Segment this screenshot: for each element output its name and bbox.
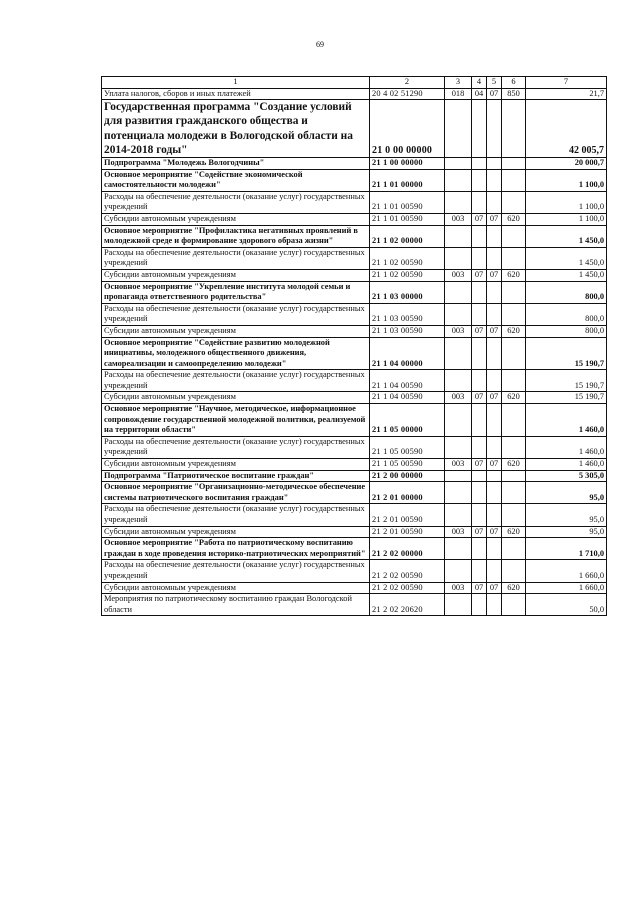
row-name-cell: Основное мероприятие "Научное, методическое, информационное сопровождение государственной молодежной политики, реализуемой на территории области": [102, 404, 370, 437]
row-code-cell: 21 1 03 00590: [370, 325, 445, 337]
row-section-cell: [472, 560, 487, 582]
row-amount-cell: 1 100,0: [526, 213, 607, 225]
row-ministry-cell: [445, 436, 472, 458]
row-amount-cell: 1 450,0: [526, 225, 607, 247]
row-subsection-cell: [487, 538, 502, 560]
row-ministry-cell: [445, 191, 472, 213]
row-code-cell: 21 2 01 00000: [370, 482, 445, 504]
row-amount-cell: 800,0: [526, 281, 607, 303]
row-subsection-cell: [487, 404, 502, 437]
table-row: [102, 370, 607, 392]
budget-table-body: [102, 77, 607, 616]
table-row: [102, 100, 607, 158]
row-name-cell: Расходы на обеспечение деятельности (оказание услуг) государственных учреждений: [102, 370, 370, 392]
row-expense-type-cell: [502, 560, 526, 582]
row-amount-cell: 95,0: [526, 504, 607, 526]
table-row: [102, 337, 607, 370]
row-ministry-cell: [445, 560, 472, 582]
row-ministry-cell: [445, 225, 472, 247]
row-subsection-cell: [487, 100, 502, 158]
row-name-cell: Подпрограмма "Патриотическое воспитание граждан": [102, 470, 370, 482]
row-subsection-cell: 07: [487, 526, 502, 538]
table-row: [102, 436, 607, 458]
row-code-cell: 21 2 02 00000: [370, 538, 445, 560]
row-name-cell: Расходы на обеспечение деятельности (оказание услуг) государственных учреждений: [102, 303, 370, 325]
row-section-cell: [472, 538, 487, 560]
row-section-cell: 07: [472, 269, 487, 281]
row-amount-cell: 1 660,0: [526, 560, 607, 582]
row-ministry-cell: 003: [445, 459, 472, 471]
row-name-cell: Расходы на обеспечение деятельности (оказание услуг) государственных учреждений: [102, 191, 370, 213]
row-ministry-cell: [445, 370, 472, 392]
table-row: [102, 158, 607, 170]
row-expense-type-cell: 620: [502, 269, 526, 281]
row-section-cell: 04: [472, 88, 487, 100]
row-subsection-cell: [487, 225, 502, 247]
row-subsection-cell: [487, 504, 502, 526]
row-code-cell: 21 2 01 00590: [370, 526, 445, 538]
table-row: [102, 88, 607, 100]
row-code-cell: 21 1 04 00000: [370, 337, 445, 370]
row-expense-type-cell: 850: [502, 88, 526, 100]
row-code-cell: 21 1 02 00590: [370, 247, 445, 269]
row-amount-cell: 1 460,0: [526, 404, 607, 437]
row-expense-type-cell: [502, 594, 526, 616]
row-subsection-cell: 07: [487, 325, 502, 337]
row-name-cell: Мероприятия по патриотическому воспитанию граждан Вологодской области: [102, 594, 370, 616]
header-cell-ministry: 3: [445, 77, 472, 89]
row-subsection-cell: [487, 594, 502, 616]
row-ministry-cell: 003: [445, 269, 472, 281]
row-expense-type-cell: [502, 281, 526, 303]
row-amount-cell: 1 450,0: [526, 247, 607, 269]
table-row: [102, 538, 607, 560]
row-ministry-cell: [445, 337, 472, 370]
header-cell-subsection: 5: [487, 77, 502, 89]
row-amount-cell: 42 005,7: [526, 100, 607, 158]
table-row: [102, 470, 607, 482]
row-expense-type-cell: [502, 470, 526, 482]
row-ministry-cell: 003: [445, 213, 472, 225]
row-amount-cell: 1 450,0: [526, 269, 607, 281]
row-subsection-cell: [487, 436, 502, 458]
table-row: [102, 247, 607, 269]
row-subsection-cell: [487, 470, 502, 482]
row-subsection-cell: [487, 303, 502, 325]
row-name-cell: Подпрограмма "Молодежь Вологодчины": [102, 158, 370, 170]
row-subsection-cell: 07: [487, 213, 502, 225]
row-code-cell: 21 2 00 00000: [370, 470, 445, 482]
row-section-cell: [472, 436, 487, 458]
row-code-cell: 21 1 05 00590: [370, 459, 445, 471]
row-name-cell: Расходы на обеспечение деятельности (оказание услуг) государственных учреждений: [102, 247, 370, 269]
row-amount-cell: 50,0: [526, 594, 607, 616]
row-name-cell: Государственная программа "Создание условий для развития гражданского общества и потенциала молодежи в Вологодской области на 2014-2018 годы": [102, 100, 370, 158]
row-expense-type-cell: [502, 247, 526, 269]
row-ministry-cell: 003: [445, 582, 472, 594]
row-amount-cell: 800,0: [526, 325, 607, 337]
row-amount-cell: 21,7: [526, 88, 607, 100]
row-ministry-cell: 003: [445, 325, 472, 337]
row-name-cell: Расходы на обеспечение деятельности (оказание услуг) государственных учреждений: [102, 560, 370, 582]
row-subsection-cell: 07: [487, 392, 502, 404]
table-row: [102, 526, 607, 538]
row-ministry-cell: 003: [445, 392, 472, 404]
row-expense-type-cell: [502, 436, 526, 458]
row-expense-type-cell: [502, 404, 526, 437]
row-subsection-cell: [487, 169, 502, 191]
table-row: [102, 303, 607, 325]
row-name-cell: Субсидии автономным учреждениям: [102, 325, 370, 337]
row-section-cell: 07: [472, 392, 487, 404]
row-code-cell: 21 2 01 00590: [370, 504, 445, 526]
row-amount-cell: 1 710,0: [526, 538, 607, 560]
row-name-cell: Расходы на обеспечение деятельности (оказание услуг) государственных учреждений: [102, 504, 370, 526]
table-row: [102, 504, 607, 526]
row-name-cell: Основное мероприятие "Укрепление института молодой семьи и пропаганда ответственного родительства": [102, 281, 370, 303]
row-expense-type-cell: [502, 538, 526, 560]
row-section-cell: [472, 247, 487, 269]
table-row: [102, 213, 607, 225]
table-row: [102, 392, 607, 404]
row-section-cell: [472, 504, 487, 526]
header-cell-amount: 7: [526, 77, 607, 89]
row-expense-type-cell: 620: [502, 582, 526, 594]
row-amount-cell: 800,0: [526, 303, 607, 325]
row-section-cell: [472, 281, 487, 303]
row-expense-type-cell: [502, 303, 526, 325]
table-row: [102, 459, 607, 471]
row-expense-type-cell: 620: [502, 213, 526, 225]
row-code-cell: 21 1 05 00000: [370, 404, 445, 437]
row-amount-cell: 1 100,0: [526, 191, 607, 213]
row-code-cell: 20 4 02 51290: [370, 88, 445, 100]
row-amount-cell: 15 190,7: [526, 370, 607, 392]
row-name-cell: Основное мероприятие "Организационно-методическое обеспечение системы патриотического воспитания граждан": [102, 482, 370, 504]
row-expense-type-cell: [502, 191, 526, 213]
row-expense-type-cell: [502, 370, 526, 392]
row-name-cell: Субсидии автономным учреждениям: [102, 269, 370, 281]
row-code-cell: 21 2 02 00590: [370, 560, 445, 582]
row-subsection-cell: 07: [487, 269, 502, 281]
row-name-cell: Субсидии автономным учреждениям: [102, 459, 370, 471]
row-amount-cell: 20 000,7: [526, 158, 607, 170]
row-code-cell: 21 2 02 20620: [370, 594, 445, 616]
row-name-cell: Основное мероприятие "Работа по патриотическому воспитанию граждан в ходе проведения историко-патриотических мероприятий": [102, 538, 370, 560]
row-amount-cell: 5 305,0: [526, 470, 607, 482]
row-section-cell: [472, 337, 487, 370]
table-row: [102, 404, 607, 437]
header-cell-expense-type: 6: [502, 77, 526, 89]
row-expense-type-cell: [502, 225, 526, 247]
row-expense-type-cell: [502, 169, 526, 191]
row-name-cell: Основное мероприятие "Содействие экономической самостоятельности молодежи": [102, 169, 370, 191]
row-ministry-cell: [445, 594, 472, 616]
row-name-cell: Уплата налогов, сборов и иных платежей: [102, 88, 370, 100]
row-name-cell: Основное мероприятие "Содействие развитию молодежной инициативы, молодежного общественного движения, самореализации и самоопределению молодежи": [102, 337, 370, 370]
page-number: 69: [316, 40, 324, 49]
row-subsection-cell: 07: [487, 88, 502, 100]
row-subsection-cell: [487, 482, 502, 504]
row-name-cell: Субсидии автономным учреждениям: [102, 213, 370, 225]
row-section-cell: [472, 225, 487, 247]
row-name-cell: Субсидии автономным учреждениям: [102, 392, 370, 404]
header-cell-section: 4: [472, 77, 487, 89]
row-section-cell: [472, 191, 487, 213]
row-expense-type-cell: [502, 158, 526, 170]
table-row: [102, 594, 607, 616]
row-code-cell: 21 1 00 00000: [370, 158, 445, 170]
row-ministry-cell: [445, 100, 472, 158]
row-code-cell: 21 1 04 00590: [370, 370, 445, 392]
row-expense-type-cell: 620: [502, 459, 526, 471]
table-row: [102, 191, 607, 213]
row-ministry-cell: [445, 504, 472, 526]
row-code-cell: 21 1 02 00590: [370, 269, 445, 281]
table-row: [102, 325, 607, 337]
row-ministry-cell: [445, 404, 472, 437]
row-amount-cell: 15 190,7: [526, 392, 607, 404]
table-row: [102, 560, 607, 582]
row-ministry-cell: [445, 281, 472, 303]
row-amount-cell: 1 460,0: [526, 459, 607, 471]
row-ministry-cell: [445, 247, 472, 269]
row-name-cell: Расходы на обеспечение деятельности (оказание услуг) государственных учреждений: [102, 436, 370, 458]
row-expense-type-cell: [502, 482, 526, 504]
row-code-cell: 21 1 01 00590: [370, 213, 445, 225]
row-ministry-cell: 018: [445, 88, 472, 100]
row-subsection-cell: [487, 370, 502, 392]
row-expense-type-cell: 620: [502, 392, 526, 404]
row-code-cell: 21 2 02 00590: [370, 582, 445, 594]
row-expense-type-cell: [502, 100, 526, 158]
header-cell-name: 1: [102, 77, 370, 89]
row-expense-type-cell: [502, 504, 526, 526]
row-subsection-cell: [487, 158, 502, 170]
row-section-cell: [472, 303, 487, 325]
row-ministry-cell: [445, 470, 472, 482]
row-ministry-cell: [445, 538, 472, 560]
budget-table: [101, 76, 607, 616]
row-code-cell: 21 1 01 00000: [370, 169, 445, 191]
row-section-cell: [472, 594, 487, 616]
row-amount-cell: 1 660,0: [526, 582, 607, 594]
row-subsection-cell: [487, 191, 502, 213]
row-amount-cell: 95,0: [526, 482, 607, 504]
row-subsection-cell: [487, 247, 502, 269]
row-section-cell: [472, 404, 487, 437]
row-name-cell: Основное мероприятие "Профилактика негативных проявлений в молодежной среде и формирование здорового образа жизни": [102, 225, 370, 247]
row-subsection-cell: [487, 560, 502, 582]
table-row: [102, 281, 607, 303]
row-code-cell: 21 1 05 00590: [370, 436, 445, 458]
row-amount-cell: 1 460,0: [526, 436, 607, 458]
table-row: [102, 269, 607, 281]
row-section-cell: [472, 470, 487, 482]
row-subsection-cell: 07: [487, 459, 502, 471]
row-code-cell: 21 1 03 00590: [370, 303, 445, 325]
row-expense-type-cell: [502, 337, 526, 370]
table-row: [102, 482, 607, 504]
row-code-cell: 21 1 03 00000: [370, 281, 445, 303]
row-section-cell: 07: [472, 459, 487, 471]
table-row: [102, 169, 607, 191]
row-section-cell: [472, 169, 487, 191]
row-section-cell: [472, 158, 487, 170]
row-section-cell: 07: [472, 325, 487, 337]
row-ministry-cell: [445, 158, 472, 170]
row-name-cell: Субсидии автономным учреждениям: [102, 582, 370, 594]
row-code-cell: 21 1 02 00000: [370, 225, 445, 247]
row-amount-cell: 15 190,7: [526, 337, 607, 370]
row-section-cell: [472, 370, 487, 392]
row-section-cell: 07: [472, 213, 487, 225]
row-ministry-cell: [445, 303, 472, 325]
row-code-cell: 21 0 00 00000: [370, 100, 445, 158]
row-name-cell: Субсидии автономным учреждениям: [102, 526, 370, 538]
row-expense-type-cell: 620: [502, 325, 526, 337]
row-subsection-cell: [487, 281, 502, 303]
row-section-cell: [472, 482, 487, 504]
row-amount-cell: 1 100,0: [526, 169, 607, 191]
row-section-cell: 07: [472, 526, 487, 538]
row-section-cell: 07: [472, 582, 487, 594]
row-subsection-cell: 07: [487, 582, 502, 594]
header-row: [102, 77, 607, 89]
row-ministry-cell: [445, 482, 472, 504]
row-ministry-cell: [445, 169, 472, 191]
header-cell-code: 2: [370, 77, 445, 89]
row-expense-type-cell: 620: [502, 526, 526, 538]
table-row: [102, 582, 607, 594]
row-subsection-cell: [487, 337, 502, 370]
row-code-cell: 21 1 04 00590: [370, 392, 445, 404]
row-ministry-cell: 003: [445, 526, 472, 538]
row-code-cell: 21 1 01 00590: [370, 191, 445, 213]
table-row: [102, 225, 607, 247]
row-section-cell: [472, 100, 487, 158]
row-amount-cell: 95,0: [526, 526, 607, 538]
